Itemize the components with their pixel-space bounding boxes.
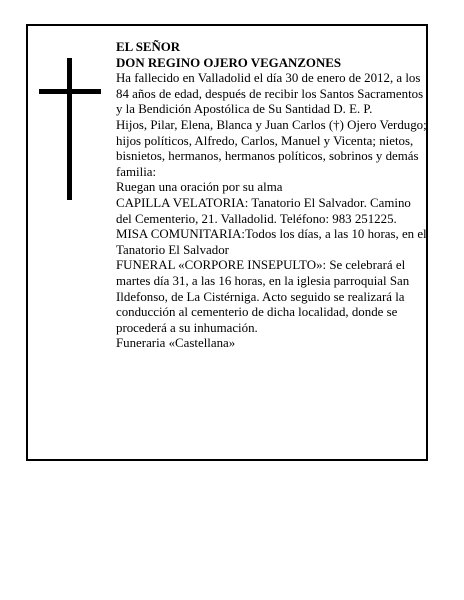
funeral-info: FUNERAL «CORPORE INSEPULTO»: Se celebrará el martes día 31, a las 16 horas, en la iglesia parroquial San Ildefonso, de La Cistérniga. Acto seguido se realizará la conducción al cementerio de dicha localidad, donde se procederá a su inhumación. — [116, 258, 410, 335]
wake-chapel-info: CAPILLA VELATORIA: Tanatorio El Salvador. Camino del Cementerio, 21. Valladolid. Teléfono: 983 251225. — [116, 195, 411, 226]
heading-title: EL SEÑOR — [116, 40, 181, 54]
community-mass-info: MISA COMUNITARIA:Todos los días, a las 10 horas, en el Tanatorio El Salvador — [116, 227, 427, 257]
death-announcement: Ha fallecido en Valladolid el día 30 de enero de 2012, a los 84 años de edad, después de recibir los Santos Sacramentos y la Bendición Apostólica de Su Santidad D. E. P. — [116, 71, 424, 117]
deceased-name: DON REGINO OJERO VEGANZONES — [116, 55, 342, 70]
cross-vertical-bar — [67, 58, 72, 200]
family-list: Hijos, Pilar, Elena, Blanca y Juan Carlos (†) Ojero Verdugo; hijos políticos, Alfredo, Carlos, Manuel y Vicenta; nietos, bisnietos, hermanos, hermanos políticos, sobrinos y demás familia: — [116, 117, 427, 179]
cross-icon — [39, 58, 101, 200]
funeral-home: Funeraria «Castellana» — [116, 336, 236, 351]
cross-horizontal-bar — [39, 89, 101, 94]
prayer-request: Ruegan una oración por su alma — [116, 180, 283, 195]
obituary-notice — [26, 24, 428, 461]
obituary-text — [116, 40, 428, 352]
